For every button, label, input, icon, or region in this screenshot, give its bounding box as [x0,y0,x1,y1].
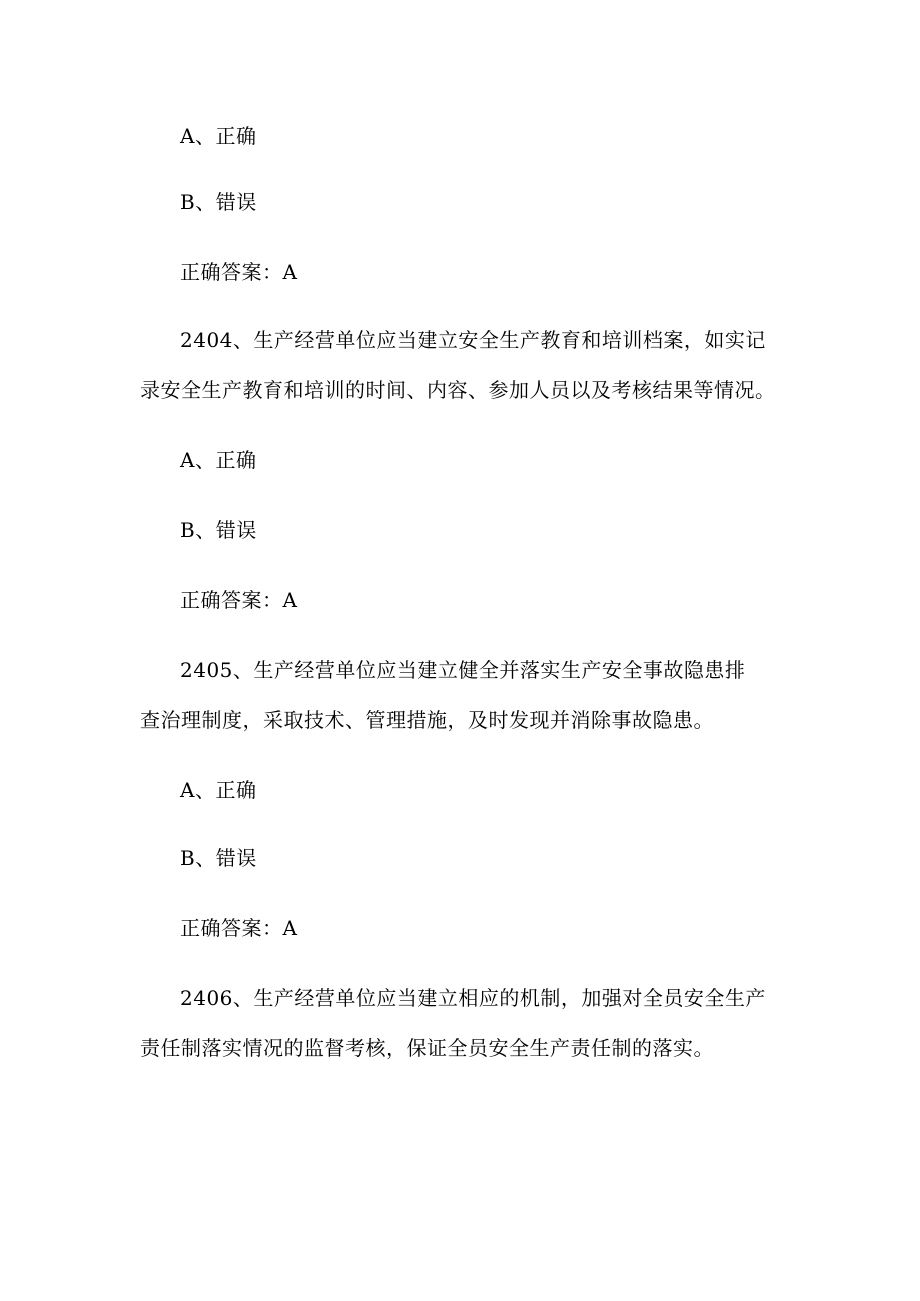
option-a: A、正确 [180,124,257,148]
question-2404-line-1: 2404、生产经营单位应当建立安全生产教育和培训档案，如实记 [180,328,766,352]
correct-answer: 正确答案：A [180,916,298,940]
correct-answer: 正确答案：A [180,260,298,284]
option-b: B、错误 [180,846,257,870]
correct-answer: 正确答案：A [180,588,298,612]
option-b: B、错误 [180,190,257,214]
question-2406-line-2: 责任制落实情况的监督考核，保证全员安全生产责任制的落实。 [140,1036,714,1060]
option-b: B、错误 [180,518,257,542]
question-2405-line-2: 查治理制度，采取技术、管理措施，及时发现并消除事故隐患。 [140,708,714,732]
question-2405-line-1: 2405、生产经营单位应当建立健全并落实生产安全事故隐患排 [180,658,746,682]
question-2404-line-2: 录安全生产教育和培训的时间、内容、参加人员以及考核结果等情况。 [140,378,776,402]
option-a: A、正确 [180,778,257,802]
question-2406-line-1: 2406、生产经营单位应当建立相应的机制，加强对全员安全生产 [180,986,766,1010]
option-a: A、正确 [180,448,257,472]
